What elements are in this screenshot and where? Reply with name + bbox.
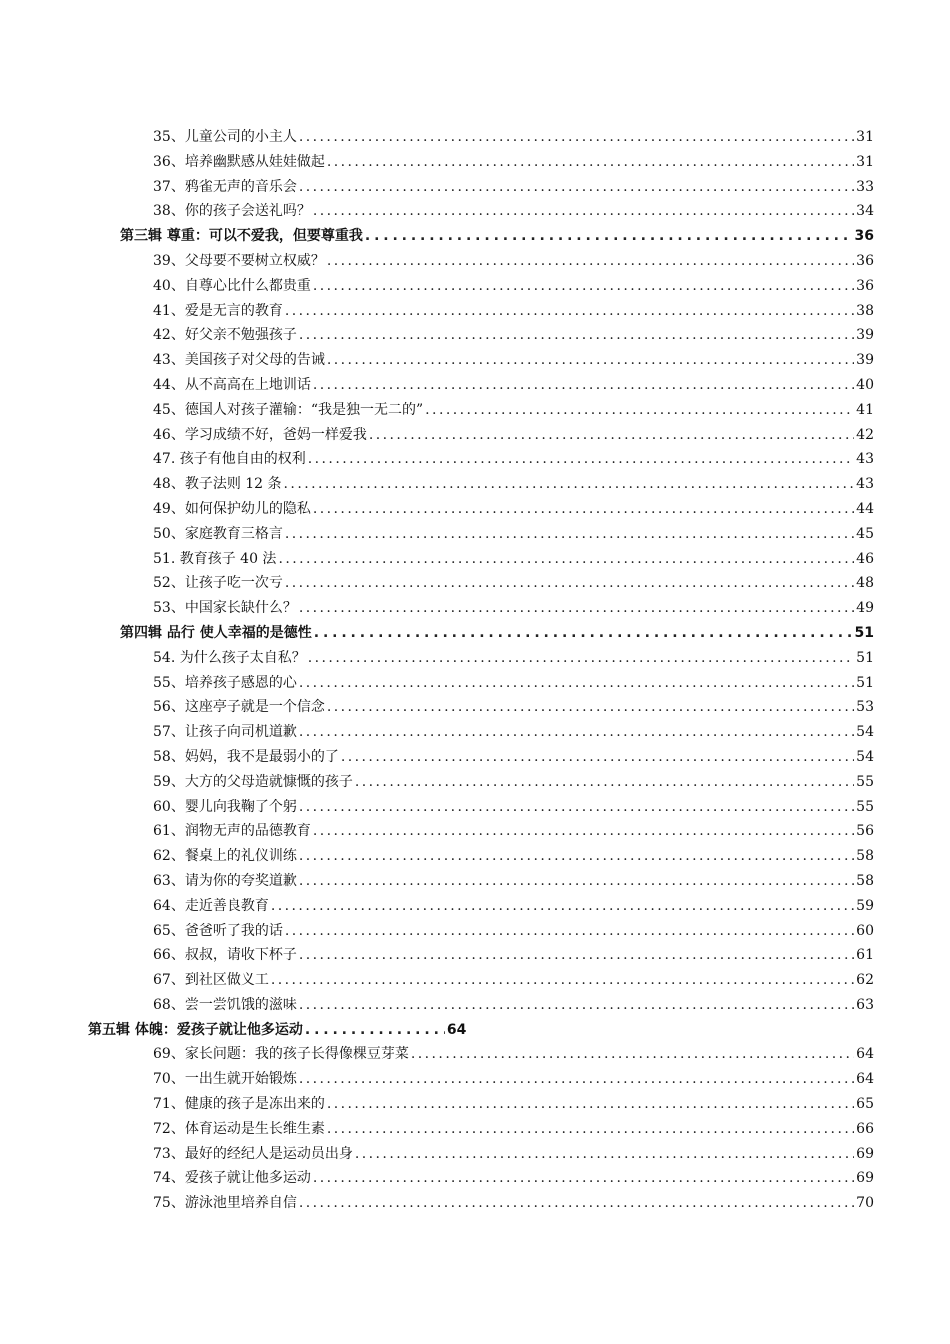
dot-leader xyxy=(299,943,854,968)
toc-page-number: 36 xyxy=(856,277,874,294)
dot-leader xyxy=(299,1067,854,1092)
toc-entry[interactable] xyxy=(0,323,950,348)
dot-leader xyxy=(285,919,854,944)
toc-entry[interactable] xyxy=(0,249,950,274)
toc-page-number: 48 xyxy=(856,575,874,592)
toc-title: 36、培养幽默感从娃娃做起 xyxy=(153,153,325,170)
toc-title: 47. 孩子有他自由的权利 xyxy=(153,451,306,468)
dot-leader xyxy=(313,497,854,522)
dot-leader xyxy=(365,224,853,249)
dot-leader xyxy=(327,1092,854,1117)
toc-page-number: 58 xyxy=(856,848,874,865)
dot-leader xyxy=(299,323,854,348)
dot-leader xyxy=(355,1142,854,1167)
toc-entry[interactable] xyxy=(0,844,950,869)
toc-title: 69、家长问题：我的孩子长得像棵豆芽菜 xyxy=(153,1046,409,1063)
toc-page-number: 41 xyxy=(856,401,874,418)
dot-leader xyxy=(327,249,854,274)
toc-page-number: 36 xyxy=(856,252,874,269)
dot-leader xyxy=(327,348,854,373)
toc-entry[interactable] xyxy=(0,1166,950,1191)
toc-page-number: 66 xyxy=(856,1120,874,1137)
dot-leader xyxy=(299,795,854,820)
dot-leader xyxy=(278,547,854,572)
dot-leader xyxy=(327,1117,854,1142)
toc-page-number: 46 xyxy=(856,550,874,567)
toc-page-number: 40 xyxy=(856,376,874,393)
dot-leader xyxy=(425,398,854,423)
toc-page-number: 51 xyxy=(854,624,874,641)
dot-leader xyxy=(271,894,854,919)
toc-title: 44、从不高高在上地训话 xyxy=(153,376,311,393)
toc-entry[interactable] xyxy=(0,671,950,696)
toc-entry[interactable] xyxy=(0,943,950,968)
dot-leader xyxy=(284,472,854,497)
dot-leader xyxy=(285,571,854,596)
toc-entry[interactable] xyxy=(0,646,950,671)
toc-page-number: 44 xyxy=(856,500,874,517)
toc-title: 55、培养孩子感恩的心 xyxy=(153,674,297,691)
toc-entry[interactable] xyxy=(0,472,950,497)
toc-title: 43、美国孩子对父母的告诫 xyxy=(153,352,325,369)
toc-title: 46、学习成绩不好，爸妈一样爱我 xyxy=(153,426,367,443)
toc-title: 41、爱是无言的教育 xyxy=(153,302,283,319)
toc-entry[interactable] xyxy=(0,175,950,200)
dot-leader xyxy=(327,150,854,175)
dot-leader xyxy=(305,1018,445,1043)
toc-title: 57、让孩子向司机道歉 xyxy=(153,724,297,741)
dot-leader xyxy=(299,869,854,894)
toc-page-number: 36 xyxy=(854,228,874,245)
toc-title: 56、这座亭子就是一个信念 xyxy=(153,699,325,716)
dot-leader xyxy=(313,199,854,224)
toc-page-number: 65 xyxy=(856,1096,874,1113)
table-of-contents xyxy=(0,125,950,1216)
toc-page-number: 60 xyxy=(856,922,874,939)
toc-title: 70、一出生就开始锻炼 xyxy=(153,1071,297,1088)
toc-title: 51. 教育孩子 40 法 xyxy=(153,550,277,567)
dot-leader xyxy=(369,423,854,448)
dot-leader xyxy=(285,522,854,547)
toc-entry[interactable] xyxy=(0,819,950,844)
toc-page-number: 51 xyxy=(856,649,874,666)
toc-page-number: 70 xyxy=(856,1195,874,1212)
toc-entry[interactable] xyxy=(0,447,950,472)
toc-title: 59、大方的父母造就慷慨的孩子 xyxy=(153,773,353,790)
toc-entry[interactable] xyxy=(0,125,950,150)
toc-title: 35、儿童公司的小主人 xyxy=(153,129,297,145)
toc-section-heading[interactable] xyxy=(0,1018,950,1043)
toc-entry[interactable] xyxy=(0,522,950,547)
toc-page-number: 38 xyxy=(856,302,874,319)
dot-leader xyxy=(299,993,854,1018)
toc-title: 67、到社区做义工 xyxy=(153,972,269,989)
toc-title: 75、游泳池里培养自信 xyxy=(153,1195,297,1212)
toc-entry[interactable] xyxy=(0,968,950,993)
toc-title: 39、父母要不要树立权威？ xyxy=(153,252,325,269)
toc-page-number: 39 xyxy=(856,352,874,369)
toc-entry[interactable] xyxy=(0,571,950,596)
toc-title: 62、餐桌上的礼仪训练 xyxy=(153,848,297,865)
toc-title: 37、鸦雀无声的音乐会 xyxy=(153,178,297,195)
dot-leader xyxy=(341,745,854,770)
dot-leader xyxy=(411,1042,854,1067)
toc-title: 49、如何保护幼儿的隐私 xyxy=(153,500,311,517)
toc-page-number: 43 xyxy=(856,476,874,493)
toc-title: 74、爱孩子就让他多运动 xyxy=(153,1170,311,1187)
toc-entry[interactable] xyxy=(0,1067,950,1092)
dot-leader xyxy=(299,125,854,150)
toc-entry[interactable] xyxy=(0,695,950,720)
toc-entry[interactable] xyxy=(0,1117,950,1142)
toc-entry[interactable] xyxy=(0,423,950,448)
toc-section-heading[interactable] xyxy=(0,621,950,646)
toc-title: 72、体育运动是生长维生素 xyxy=(153,1120,325,1137)
toc-entry[interactable] xyxy=(0,720,950,745)
toc-title: 65、爸爸听了我的话 xyxy=(153,922,283,939)
toc-title: 45、德国人对孩子灌输：“我是独一无二的” xyxy=(153,401,424,418)
toc-title: 42、好父亲不勉强孩子 xyxy=(153,327,297,344)
toc-title: 71、健康的孩子是冻出来的 xyxy=(153,1096,325,1113)
toc-page-number: 39 xyxy=(856,327,874,344)
toc-page-number: 42 xyxy=(856,426,874,443)
toc-entry[interactable] xyxy=(0,348,950,373)
toc-entry[interactable] xyxy=(0,1142,950,1167)
toc-title: 40、自尊心比什么都贵重 xyxy=(153,277,311,294)
toc-page-number: 55 xyxy=(856,773,874,790)
toc-entry[interactable] xyxy=(0,596,950,621)
toc-title: 64、走近善良教育 xyxy=(153,897,269,914)
toc-page-number: 64 xyxy=(856,1046,874,1063)
dot-leader xyxy=(313,819,854,844)
toc-page-number: 69 xyxy=(856,1170,874,1187)
dot-leader xyxy=(299,596,854,621)
toc-page-number: 45 xyxy=(856,525,874,542)
toc-entry[interactable] xyxy=(0,497,950,522)
toc-entry[interactable] xyxy=(0,770,950,795)
toc-page-number: 64 xyxy=(856,1071,874,1088)
toc-title: 50、家庭教育三格言 xyxy=(153,525,283,542)
toc-section-heading[interactable] xyxy=(0,224,950,249)
toc-page-number: 33 xyxy=(856,178,874,195)
dot-leader xyxy=(299,671,854,696)
toc-entry[interactable] xyxy=(0,919,950,944)
toc-page-number: 58 xyxy=(856,872,874,889)
toc-page-number: 31 xyxy=(856,153,874,170)
toc-title: 61、润物无声的品德教育 xyxy=(153,823,311,840)
dot-leader xyxy=(299,844,854,869)
dot-leader xyxy=(355,770,854,795)
toc-title: 38、你的孩子会送礼吗？ xyxy=(153,203,311,220)
toc-page-number: 61 xyxy=(856,947,874,964)
dot-leader xyxy=(308,646,854,671)
toc-entry[interactable] xyxy=(0,274,950,299)
toc-entry[interactable] xyxy=(0,993,950,1018)
toc-title: 52、让孩子吃一次亏 xyxy=(153,575,283,592)
toc-page-number: 43 xyxy=(856,451,874,468)
dot-leader xyxy=(299,175,854,200)
dot-leader xyxy=(299,720,854,745)
toc-entry[interactable] xyxy=(0,398,950,423)
dot-leader xyxy=(285,299,854,324)
toc-title: 第四辑 品行 使人幸福的是德性 xyxy=(120,624,312,641)
toc-entry[interactable] xyxy=(0,299,950,324)
dot-leader xyxy=(314,621,853,646)
toc-title: 54. 为什么孩子太自私？ xyxy=(153,649,306,666)
toc-page-number: 31 xyxy=(856,129,874,145)
toc-title: 58、妈妈，我不是最弱小的了 xyxy=(153,748,339,765)
toc-page-number: 56 xyxy=(856,823,874,840)
toc-entry[interactable] xyxy=(0,150,950,175)
toc-entry[interactable] xyxy=(0,745,950,770)
toc-title: 66、叔叔，请收下杯子 xyxy=(153,947,297,964)
toc-page-number: 51 xyxy=(856,674,874,691)
toc-entry[interactable] xyxy=(0,795,950,820)
toc-page-number: 49 xyxy=(856,600,874,617)
toc-page-number: 69 xyxy=(856,1145,874,1162)
toc-page-number: 54 xyxy=(856,748,874,765)
toc-entry[interactable] xyxy=(0,1042,950,1067)
dot-leader xyxy=(313,274,854,299)
toc-entry[interactable] xyxy=(0,894,950,919)
toc-page-number: 62 xyxy=(856,972,874,989)
toc-title: 53、中国家长缺什么？ xyxy=(153,600,297,617)
toc-title: 73、最好的经纪人是运动员出身 xyxy=(153,1145,353,1162)
toc-page-number: 53 xyxy=(856,699,874,716)
toc-title: 68、尝一尝饥饿的滋味 xyxy=(153,996,297,1013)
toc-entry[interactable] xyxy=(0,1092,950,1117)
toc-page-number: 59 xyxy=(856,897,874,914)
toc-title: 48、教子法则 12 条 xyxy=(153,476,282,493)
toc-entry[interactable] xyxy=(0,199,950,224)
toc-entry[interactable] xyxy=(0,547,950,572)
dot-leader xyxy=(327,695,854,720)
dot-leader xyxy=(313,1166,854,1191)
toc-title: 60、婴儿向我鞠了个躬 xyxy=(153,798,297,815)
toc-page-number: 54 xyxy=(856,724,874,741)
dot-leader xyxy=(271,968,854,993)
toc-entry[interactable] xyxy=(0,1191,950,1216)
toc-page-number: 63 xyxy=(856,996,874,1013)
dot-leader xyxy=(308,447,854,472)
toc-page-number: 55 xyxy=(856,798,874,815)
toc-title: 第三辑 尊重：可以不爱我，但要尊重我 xyxy=(120,228,363,245)
toc-page-number: 34 xyxy=(856,203,874,220)
toc-entry[interactable] xyxy=(0,373,950,398)
dot-leader xyxy=(299,1191,854,1216)
toc-title: 63、请为你的夸奖道歉 xyxy=(153,872,297,889)
dot-leader xyxy=(313,373,854,398)
toc-page-number: 64 xyxy=(446,1021,467,1038)
toc-entry[interactable] xyxy=(0,869,950,894)
toc-title: 第五辑 体魄：爱孩子就让他多运动 xyxy=(88,1021,303,1038)
